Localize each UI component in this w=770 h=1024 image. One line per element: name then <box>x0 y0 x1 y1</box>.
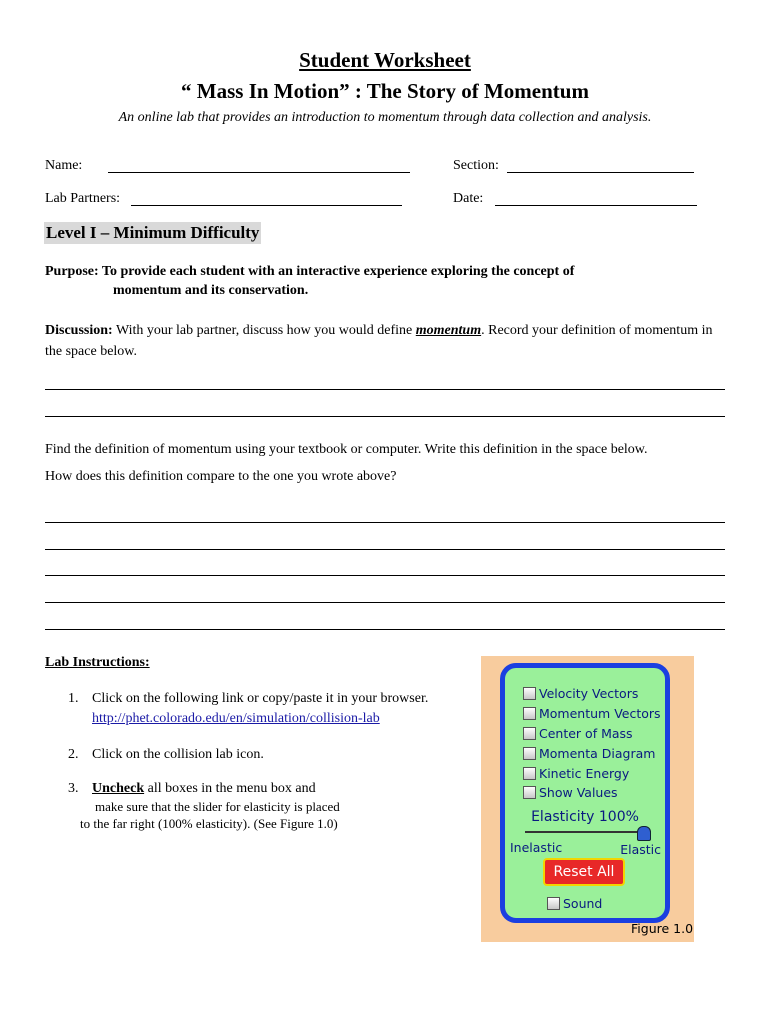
reset-all-button[interactable]: Reset All <box>543 858 625 886</box>
answer-line[interactable] <box>45 389 725 390</box>
worksheet-description: An online lab that provides an introduction to momentum through data collection and analysis. <box>118 110 652 125</box>
checkbox-momentum-vectors[interactable] <box>523 704 661 722</box>
find-definition-text: Find the definition of momentum using your textbook or computer. Write this definition in the space below. <box>45 442 648 457</box>
name-label: Name: <box>45 158 83 173</box>
date-field[interactable] <box>495 205 697 206</box>
checkbox-label: Sound <box>563 895 603 911</box>
checkbox-icon[interactable] <box>523 786 536 799</box>
checkbox-icon[interactable] <box>523 687 536 700</box>
lab-instructions-heading: Lab Instructions: <box>45 655 150 670</box>
section-label: Section: <box>453 158 499 173</box>
checkbox-label: Center of Mass <box>539 725 633 741</box>
step-number: 2. <box>68 747 79 762</box>
phet-simulation-link[interactable]: http://phet.colorado.edu/en/simulation/collision-lab <box>92 711 380 726</box>
momentum-term: momentum <box>415 323 482 338</box>
discussion-label: Discussion: <box>45 323 113 338</box>
level-heading: Level I – Minimum Difficulty <box>46 223 260 242</box>
worksheet-subtitle: “ Mass In Motion” : The Story of Momentum <box>181 79 589 103</box>
answer-line[interactable] <box>45 522 725 523</box>
checkbox-label: Momenta Diagram <box>539 745 656 761</box>
answer-line[interactable] <box>45 602 725 603</box>
elasticity-slider-track[interactable] <box>525 831 643 833</box>
checkbox-center-of-mass[interactable] <box>523 724 633 742</box>
step-3-detail: make sure that the slider for elasticity is placed <box>95 799 340 814</box>
checkbox-label: Momentum Vectors <box>539 705 661 721</box>
answer-line[interactable] <box>45 575 725 576</box>
elastic-label: Elastic <box>620 842 661 857</box>
checkbox-icon[interactable] <box>523 707 536 720</box>
elasticity-slider-thumb[interactable] <box>637 826 651 841</box>
checkbox-icon[interactable] <box>523 767 536 780</box>
name-field[interactable] <box>108 172 410 173</box>
answer-line[interactable] <box>45 416 725 417</box>
inelastic-label: Inelastic <box>510 840 563 855</box>
checkbox-momenta-diagram[interactable] <box>523 744 655 762</box>
checkbox-velocity-vectors[interactable] <box>523 684 638 702</box>
worksheet-title: Student Worksheet <box>299 48 471 72</box>
lab-partners-field[interactable] <box>131 205 402 206</box>
checkbox-icon[interactable] <box>523 727 536 740</box>
answer-line[interactable] <box>45 549 725 550</box>
discussion-text: With your lab partner, discuss how you would define <box>115 323 413 338</box>
answer-line[interactable] <box>45 629 725 630</box>
checkbox-icon[interactable] <box>547 897 560 910</box>
lab-partners-label: Lab Partners: <box>45 191 121 206</box>
date-label: Date: <box>453 191 484 206</box>
step-1 <box>68 689 428 709</box>
purpose-text-line2: momentum and its conservation. <box>113 283 309 298</box>
checkbox-label: Show Values <box>539 784 618 800</box>
step-3 <box>68 779 316 799</box>
step-number: 1. <box>68 691 79 706</box>
step-text: Click on the following link or copy/paste it in your browser. <box>92 691 429 706</box>
step-text: Click on the collision lab icon. <box>92 747 264 762</box>
step-2 <box>68 745 264 765</box>
elasticity-label: Elasticity 100% <box>531 809 639 825</box>
compare-question: How does this definition compare to the one you wrote above? <box>45 469 397 484</box>
discussion-block <box>45 320 725 362</box>
checkbox-show-values[interactable] <box>523 783 618 801</box>
checkbox-sound[interactable] <box>547 894 602 912</box>
step-text: all boxes in the menu box and <box>144 781 316 796</box>
checkbox-kinetic-energy[interactable] <box>523 764 629 782</box>
uncheck-emphasis: Uncheck <box>92 781 145 796</box>
step-number: 3. <box>68 781 79 796</box>
figure-caption: Figure 1.0 <box>631 921 694 936</box>
discussion-text-after: . Record your definition of momentum in the space below. <box>45 323 713 359</box>
step-3-detail: to the far right (100% elasticity). (See Figure 1.0) <box>80 816 338 831</box>
purpose-label: Purpose: <box>45 264 99 279</box>
simulation-control-panel <box>500 663 670 923</box>
section-field[interactable] <box>507 172 694 173</box>
checkbox-label: Kinetic Energy <box>539 765 630 781</box>
checkbox-label: Velocity Vectors <box>539 685 639 701</box>
purpose-text-line1: To provide each student with an interactive experience exploring the concept of <box>101 264 575 279</box>
checkbox-icon[interactable] <box>523 747 536 760</box>
purpose-block <box>45 262 705 300</box>
